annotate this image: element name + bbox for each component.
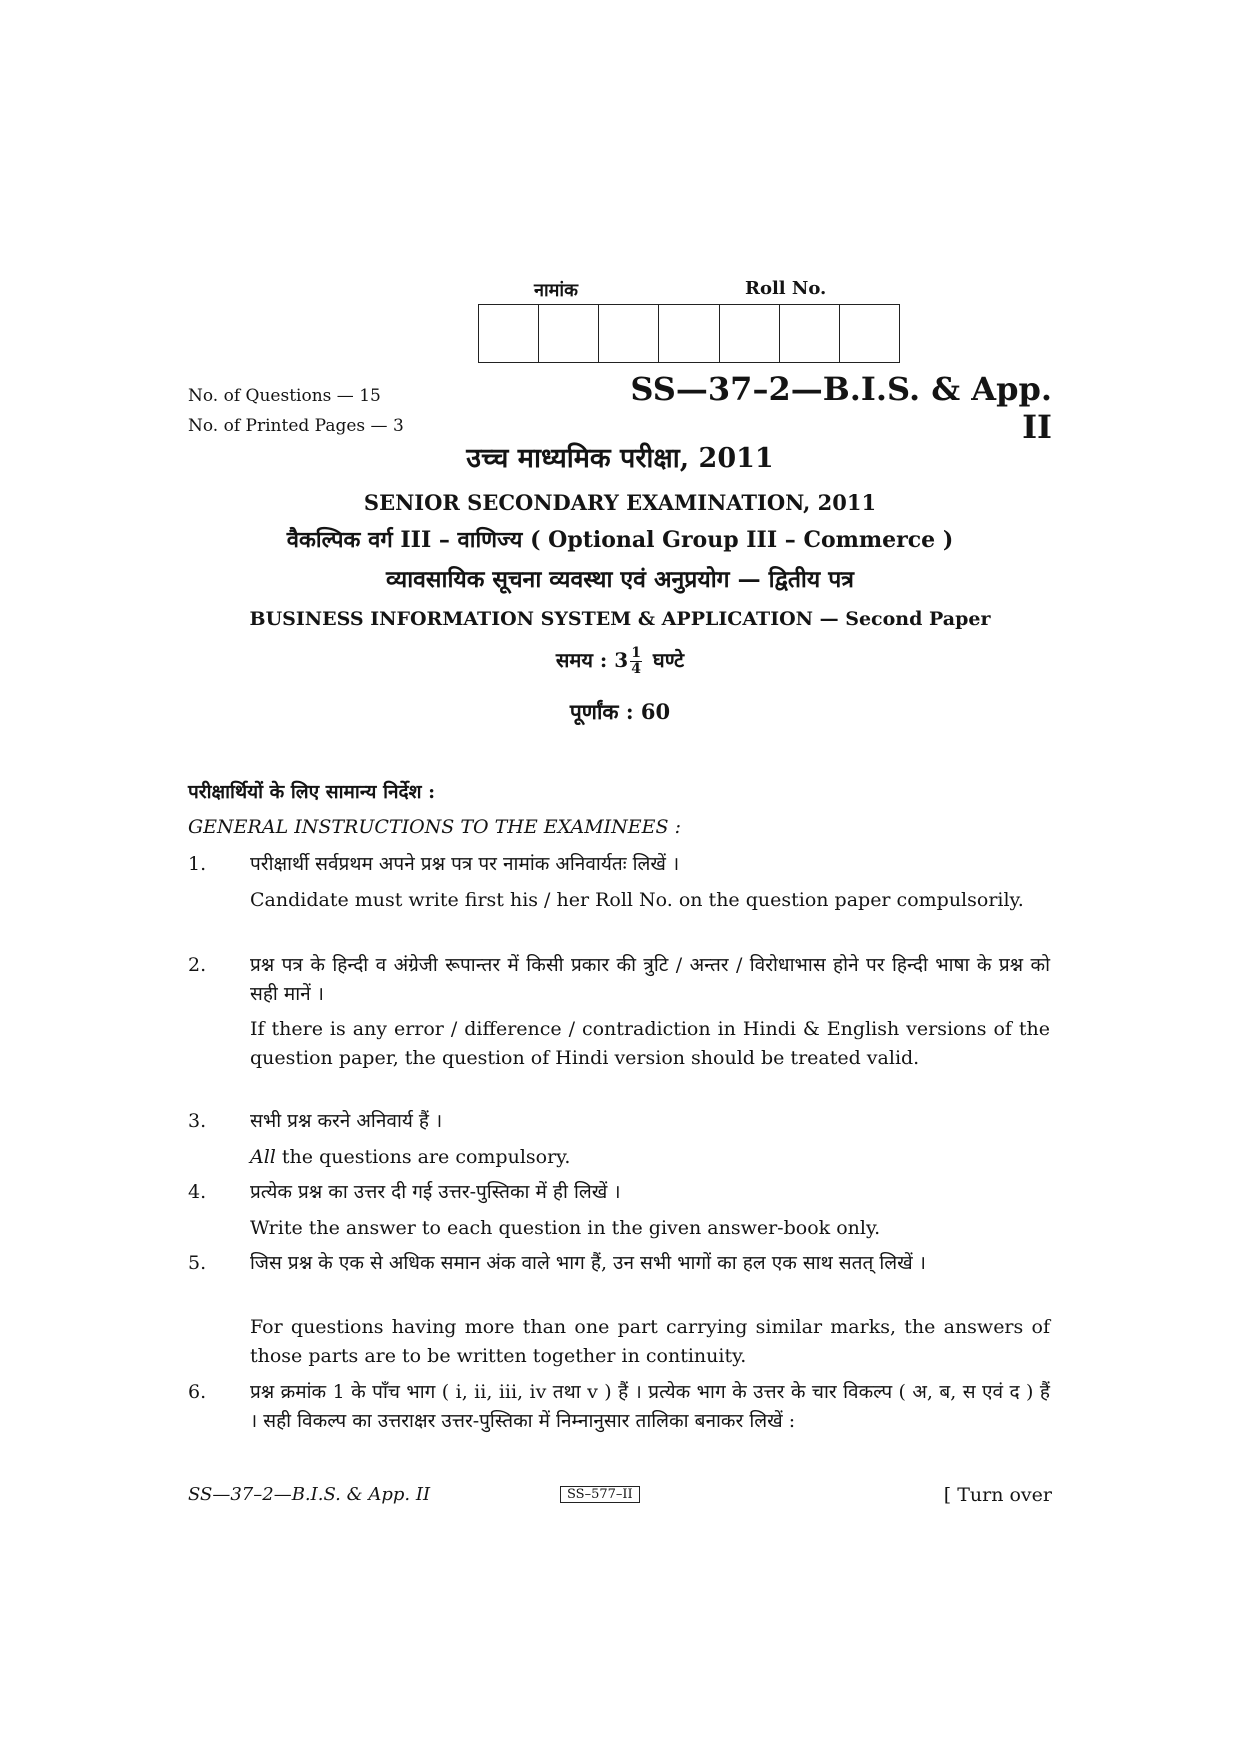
instruction-4-hindi: प्रत्येक प्रश्न का उत्तर दी गई उत्तर-पुस्तिका में ही लिखें । xyxy=(250,1181,621,1203)
roll-number-boxes[interactable] xyxy=(478,304,900,363)
subject-title-english: BUSINESS INFORMATION SYSTEM & APPLICATION — Second Paper xyxy=(249,608,991,630)
instruction-3-emphasis: All xyxy=(250,1146,276,1168)
roll-box-6[interactable] xyxy=(780,305,840,362)
time-fraction-denominator: 4 xyxy=(631,661,641,677)
instruction-number: 2. xyxy=(188,954,207,976)
instruction-3-english-rest: the questions are compulsory. xyxy=(275,1146,571,1168)
instruction-number: 6. xyxy=(188,1381,207,1403)
instruction-5-english: For questions having more than one part carrying similar marks, the answers of those parts are to be written together in continuity. xyxy=(250,1316,1050,1367)
roll-box-7[interactable] xyxy=(840,305,899,362)
instruction-1-english: Candidate must write first his / her Roll No. on the question paper compulsorily. xyxy=(250,889,1024,911)
instruction-4-english: Write the answer to each question in the given answer-book only. xyxy=(250,1217,881,1239)
instruction-5-hindi: जिस प्रश्न के एक से अधिक समान अंक वाले भाग हैं, उन सभी भागों का हल एक साथ सतत् लिखें । xyxy=(250,1252,926,1274)
printed-pages: No. of Printed Pages — 3 xyxy=(188,416,404,436)
roll-box-1[interactable] xyxy=(479,305,539,362)
time-label: समय : 3 xyxy=(555,648,629,672)
time-allowed xyxy=(150,646,1090,677)
footer-paper-code: SS—37–2—B.I.S. & App. II xyxy=(188,1484,431,1505)
instructions-heading-english: GENERAL INSTRUCTIONS TO THE EXAMINEES : xyxy=(188,816,681,838)
instruction-number: 3. xyxy=(188,1110,207,1132)
group-line: वैकल्पिक वर्ग III – वाणिज्य ( Optional Group III – Commerce ) xyxy=(286,527,954,553)
exam-title-english: SENIOR SECONDARY EXAMINATION, 2011 xyxy=(363,490,877,515)
instruction-6-hindi: प्रश्न क्रमांक 1 के पाँच भाग ( i, ii, iii, iv तथा v ) हैं । प्रत्येक भाग के उत्तर के चार विकल्प ( अ, ब, स एवं द ) हैं । सही विकल्प का उत्तराक्षर उत्तर-पुस्तिका में निम्नानुसार तालिका बनाकर लिखें : xyxy=(250,1381,1050,1432)
roll-box-2[interactable] xyxy=(539,305,599,362)
turn-over-label: [ Turn over xyxy=(943,1484,1052,1506)
roll-box-3[interactable] xyxy=(599,305,659,362)
roll-box-4[interactable] xyxy=(659,305,719,362)
roll-label-english: Roll No. xyxy=(745,278,827,299)
instruction-number: 1. xyxy=(188,853,207,875)
footer-code-box: SS–577–II xyxy=(560,1486,640,1503)
time-fraction-numerator: 1 xyxy=(631,645,641,661)
instruction-number: 5. xyxy=(188,1252,207,1274)
roll-label-hindi: नामांक xyxy=(534,280,578,301)
time-fraction xyxy=(630,646,642,677)
time-unit: घण्टे xyxy=(652,648,685,672)
instruction-3-hindi: सभी प्रश्न करने अनिवार्य हैं । xyxy=(250,1110,443,1132)
max-marks: पूर्णांक : 60 xyxy=(569,699,671,724)
instruction-2-hindi: प्रश्न पत्र के हिन्दी व अंग्रेजी रूपान्तर में किसी प्रकार की त्रुटि / अन्तर / विरोधाभास होने पर हिन्दी भाषा के प्रश्न को सही मानें । xyxy=(250,954,1050,1005)
subject-title-hindi: व्यावसायिक सूचना व्यवस्था एवं अनुप्रयोग — द्वितीय पत्र xyxy=(385,566,854,593)
instruction-1-hindi: परीक्षार्थी सर्वप्रथम अपने प्रश्न पत्र पर नामांक अनिवार्यतः लिखें । xyxy=(250,853,680,875)
paper-code: SS—37–2—B.I.S. & App. II xyxy=(630,370,1052,446)
exam-title-hindi: उच्च माध्यमिक परीक्षा, 2011 xyxy=(466,443,774,474)
instruction-number: 4. xyxy=(188,1181,207,1203)
instruction-3-english xyxy=(250,1143,1050,1172)
instruction-2-english: If there is any error / difference / contradiction in Hindi & English versions of the question paper, the question of Hindi version should be treated valid. xyxy=(250,1018,1050,1069)
roll-box-5[interactable] xyxy=(720,305,780,362)
num-questions: No. of Questions — 15 xyxy=(188,386,381,406)
instructions-heading-hindi: परीक्षार्थियों के लिए सामान्य निर्देश : xyxy=(188,781,436,803)
